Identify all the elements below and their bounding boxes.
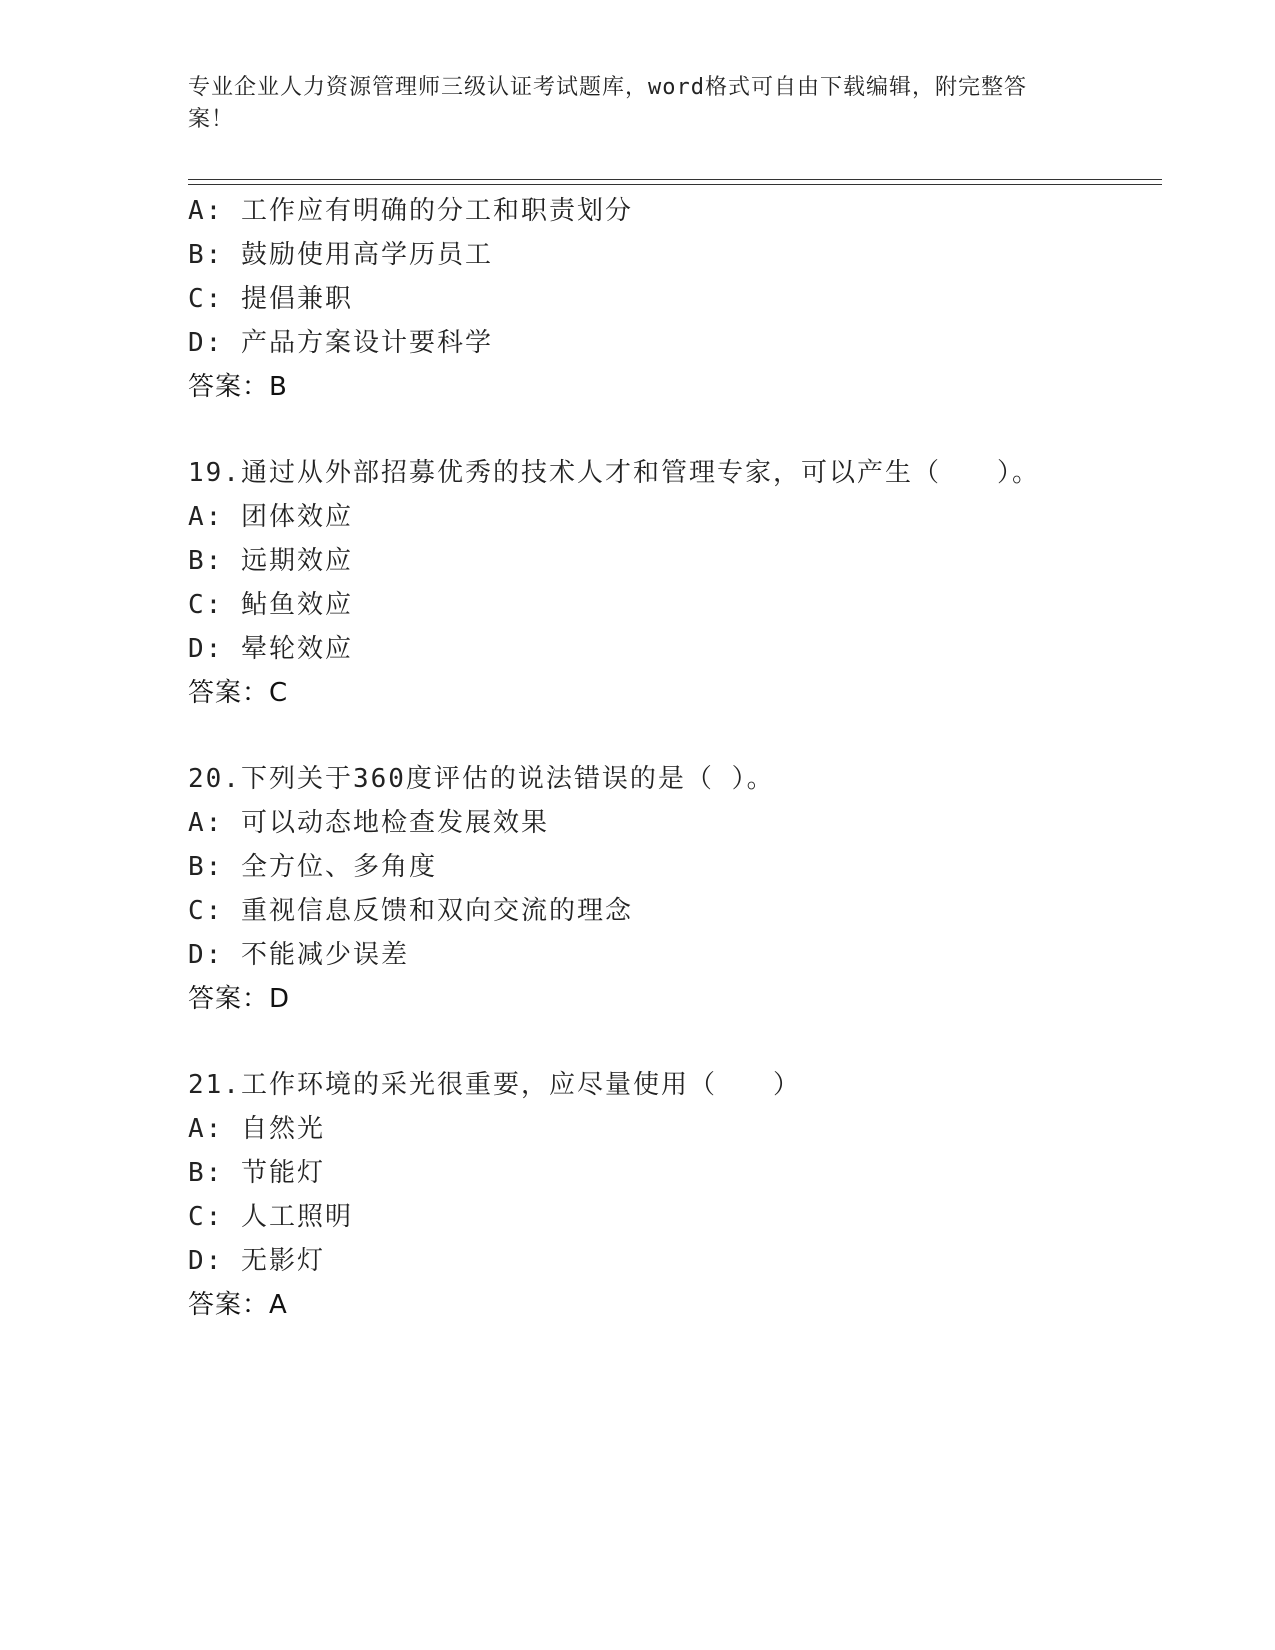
q21-option-c: C: 人工照明 <box>188 1202 353 1232</box>
q19-answer: 答案：C <box>188 678 289 708</box>
q20-option-b: B: 全方位、多角度 <box>188 852 437 882</box>
q19-option-c: C: 鲇鱼效应 <box>188 590 353 620</box>
q21-option-b: B: 节能灯 <box>188 1158 325 1188</box>
prev-option-d: D: 产品方案设计要科学 <box>188 328 493 358</box>
q20-option-a: A: 可以动态地检查发展效果 <box>188 808 549 838</box>
header-divider-bottom <box>188 184 1162 185</box>
header-note: 专业企业人力资源管理师三级认证考试题库，word格式可自由下载编辑，附完整答案！ <box>188 75 1027 132</box>
q19-stem: 19.通过从外部招募优秀的技术人才和管理专家，可以产生（ ）。 <box>188 458 1040 488</box>
q20-option-d: D: 不能减少误差 <box>188 940 409 970</box>
q19-option-b: B: 远期效应 <box>188 546 353 576</box>
q21-option-a: A: 自然光 <box>188 1114 325 1144</box>
q21-option-d: D: 无影灯 <box>188 1246 325 1276</box>
q20-option-c: C: 重视信息反馈和双向交流的理念 <box>188 896 633 926</box>
q21-answer: 答案：A <box>188 1290 288 1320</box>
header-divider-top <box>188 179 1162 180</box>
q20-stem: 20.下列关于360度评估的说法错误的是（ ）。 <box>188 764 775 794</box>
prev-option-b: B: 鼓励使用高学历员工 <box>188 240 493 270</box>
prev-option-c: C: 提倡兼职 <box>188 284 353 314</box>
q20-answer: 答案：D <box>188 984 291 1014</box>
prev-option-a: A: 工作应有明确的分工和职责划分 <box>188 196 633 226</box>
q19-option-a: A: 团体效应 <box>188 502 353 532</box>
prev-answer: 答案：B <box>188 372 288 402</box>
q21-stem: 21.工作环境的采光很重要，应尽量使用（ ） <box>188 1070 801 1100</box>
q19-option-d: D: 晕轮效应 <box>188 634 353 664</box>
